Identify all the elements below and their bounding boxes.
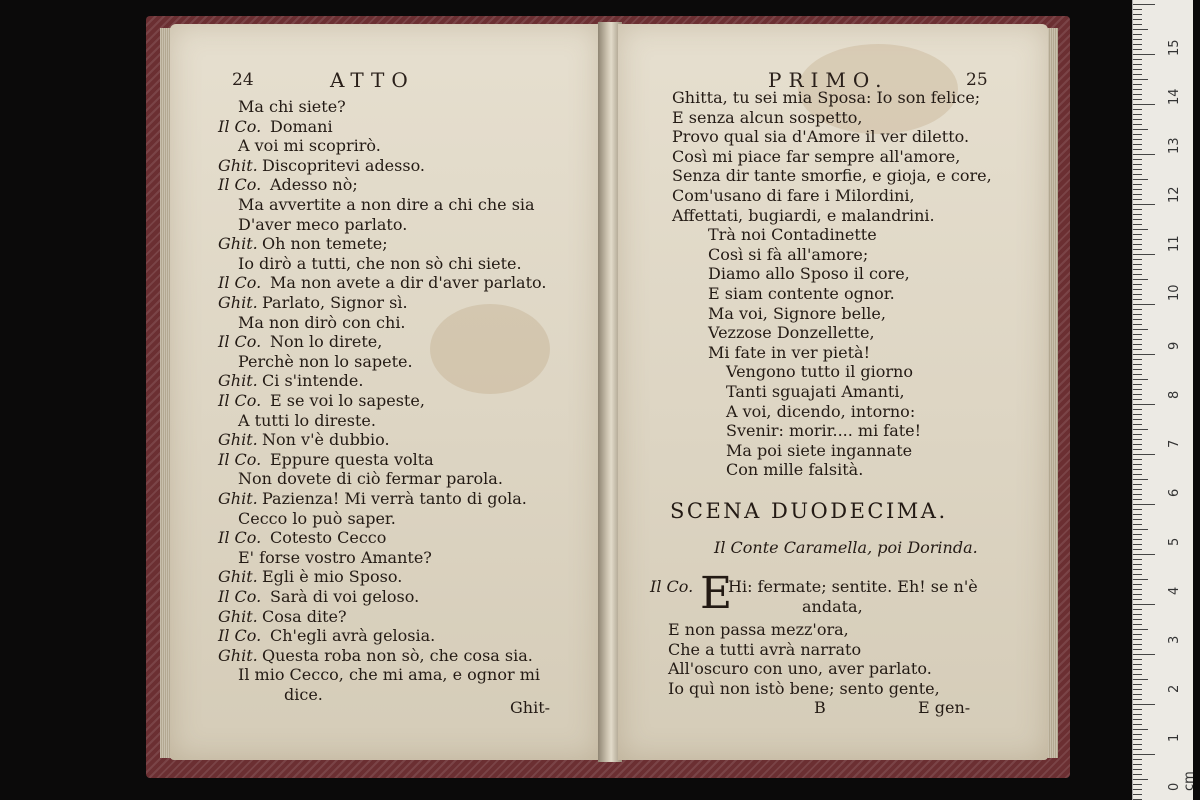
verse-line: E siam contente ognor. <box>708 284 895 303</box>
speaker-label: Ghit. <box>218 489 258 508</box>
dialogue-line: D'aver meco parlato. <box>238 214 408 234</box>
ruler-tick <box>1133 629 1148 630</box>
ruler-tick <box>1133 609 1142 610</box>
speech-line: All'oscuro con uno, aver parlato. <box>668 659 932 679</box>
ruler-tick <box>1133 334 1142 335</box>
ruler-tick <box>1133 449 1142 450</box>
ruler-tick <box>1133 4 1155 5</box>
verse-line: E senza alcun sospetto, <box>672 107 863 127</box>
ruler-tick <box>1133 714 1142 715</box>
ruler-tick <box>1133 669 1142 670</box>
dialogue-line: Questa roba non sò, che cosa sia. <box>262 645 533 665</box>
ruler-tick <box>1133 144 1142 145</box>
dialogue-line: Ma non dirò con chi. <box>238 312 406 332</box>
ruler-tick <box>1133 314 1142 315</box>
dialogue-line: Non lo direte, <box>270 332 383 352</box>
dialogue-line: Non v'è dubbio. <box>262 430 390 450</box>
speaker-label: Il Co. <box>218 587 262 606</box>
ruler-label: 8 <box>1167 390 1182 399</box>
ruler-tick <box>1133 279 1148 280</box>
ruler-tick <box>1133 559 1142 560</box>
ruler-tick <box>1133 94 1142 95</box>
ruler-tick <box>1133 654 1155 655</box>
ruler-tick <box>1133 364 1142 365</box>
dialogue-line: dice. <box>284 685 323 704</box>
dialogue-line: Pazienza! Mi verrà tanto di gola. <box>262 489 527 508</box>
verse-line: Vezzose Donzellette, <box>708 323 875 343</box>
catchword: Ghit- <box>510 698 551 717</box>
ruler-tick <box>1133 319 1142 320</box>
speaker-label: Ghit. <box>218 293 258 312</box>
ruler-tick <box>1133 709 1142 710</box>
dialogue-line: Egli è mio Sposo. <box>262 567 403 587</box>
dialogue-line: Non dovete di ciò fermar parola. <box>238 469 503 489</box>
dialogue-line: Ma non avete a dir d'aver parlato. <box>270 273 547 293</box>
ruler-tick <box>1133 234 1142 235</box>
ruler-tick <box>1133 244 1142 245</box>
dialogue-line: Ch'egli avrà gelosia. <box>270 626 436 646</box>
ruler-tick <box>1133 219 1142 220</box>
ruler-tick <box>1133 644 1142 645</box>
ruler-label: 2 <box>1167 684 1182 693</box>
paper-stain <box>430 304 550 394</box>
ruler-tick <box>1133 704 1155 705</box>
verse-line: Mi fate in ver pietà! <box>708 342 871 362</box>
ruler-tick <box>1133 184 1142 185</box>
speaker-label: Il Co. <box>218 528 262 548</box>
ruler-tick <box>1133 789 1142 790</box>
ruler-tick <box>1133 399 1142 400</box>
dialogue-line: A tutti lo direste. <box>238 410 376 430</box>
ruler-tick <box>1133 444 1142 445</box>
ruler-tick <box>1133 764 1142 765</box>
speaker-label: Ghit. <box>218 155 258 175</box>
ruler-tick <box>1133 429 1148 430</box>
ruler-label: 14 <box>1167 88 1182 105</box>
verse-line: Così mi piace far sempre all'amore, <box>672 146 961 166</box>
ruler-tick <box>1133 54 1155 55</box>
dialogue-line: Io dirò a tutti, che non sò chi siete. <box>238 253 522 273</box>
speech-line: E non passa mezz'ora, <box>668 620 849 639</box>
ruler-tick <box>1133 179 1148 180</box>
ruler-tick <box>1133 424 1142 425</box>
measuring-ruler <box>1132 0 1197 800</box>
speaker-label: Ghit. <box>218 567 258 587</box>
ruler-tick <box>1133 74 1142 75</box>
ruler-tick <box>1133 264 1142 265</box>
ruler-tick <box>1133 349 1142 350</box>
ruler-tick <box>1133 299 1142 300</box>
ruler-tick <box>1133 524 1142 525</box>
verse-line: Così si fà all'amore; <box>708 244 869 264</box>
ruler-tick <box>1133 379 1148 380</box>
ruler-tick <box>1133 684 1142 685</box>
ruler-tick <box>1133 489 1142 490</box>
ruler-tick <box>1133 544 1142 545</box>
ruler-label: 1 <box>1167 733 1182 742</box>
verse-line: Ma poi siete ingannate <box>726 440 913 460</box>
ruler-tick <box>1133 174 1142 175</box>
dialogue-line: Ma avvertite a non dire a chi che sia <box>238 195 535 214</box>
ruler-tick <box>1133 254 1155 255</box>
ruler-tick <box>1133 24 1142 25</box>
ruler-tick <box>1133 149 1142 150</box>
ruler-tick <box>1133 479 1148 480</box>
ruler-tick <box>1133 634 1142 635</box>
ruler-tick <box>1133 624 1142 625</box>
ruler-tick <box>1133 239 1142 240</box>
ruler-tick <box>1133 504 1155 505</box>
ruler-tick <box>1133 294 1142 295</box>
dialogue-line: A voi mi scoprirò. <box>238 136 381 156</box>
ruler-tick <box>1133 84 1142 85</box>
verse-line: Ghitta, tu sei mia Sposa: Io son felice; <box>672 88 981 107</box>
ruler-tick <box>1133 64 1142 65</box>
speaker-label: Ghit. <box>218 645 258 665</box>
speaker-label: Il Co. <box>218 116 262 136</box>
ruler-tick <box>1133 189 1142 190</box>
ruler-tick <box>1133 119 1142 120</box>
ruler-tick <box>1133 409 1142 410</box>
verse-line: Ma voi, Signore belle, <box>708 303 886 323</box>
speaker-label: Il Co. <box>218 449 262 469</box>
ruler-tick <box>1133 754 1155 755</box>
verse-line: Tanti sguajati Amanti, <box>726 382 905 401</box>
dialogue-line: Cosa dite? <box>262 606 347 626</box>
ruler-tick <box>1133 59 1142 60</box>
ruler-tick <box>1133 679 1148 680</box>
ruler-tick <box>1133 194 1142 195</box>
ruler-tick <box>1133 134 1142 135</box>
ruler-tick <box>1133 694 1142 695</box>
verse-line: Vengono tutto il giorno <box>726 362 913 382</box>
ruler-tick <box>1133 459 1142 460</box>
dialogue-line: Sarà di voi geloso. <box>270 587 420 606</box>
ruler-tick <box>1133 614 1142 615</box>
drop-cap: E <box>700 568 733 619</box>
ruler-tick <box>1133 434 1142 435</box>
ruler-label: 5 <box>1167 537 1182 546</box>
ruler-tick <box>1133 464 1142 465</box>
ruler-tick <box>1133 494 1142 495</box>
dialogue-line: Oh non temete; <box>262 234 388 254</box>
ruler-tick <box>1133 9 1142 10</box>
ruler-tick <box>1133 774 1142 775</box>
dialogue-line: Domani <box>270 116 333 136</box>
ruler-tick <box>1133 209 1142 210</box>
ruler-tick <box>1133 484 1142 485</box>
ruler-tick <box>1133 749 1142 750</box>
ruler-tick <box>1133 79 1148 80</box>
ruler-tick <box>1133 664 1142 665</box>
ruler-label: 6 <box>1167 488 1182 497</box>
ruler-tick <box>1133 744 1142 745</box>
ruler-tick <box>1133 389 1142 390</box>
ruler-tick <box>1133 404 1155 405</box>
ruler-tick <box>1133 454 1155 455</box>
ruler-tick <box>1133 304 1155 305</box>
ruler-label: 12 <box>1167 186 1182 203</box>
ruler-tick <box>1133 344 1142 345</box>
ruler-label: 9 <box>1167 341 1182 350</box>
ruler-tick <box>1133 274 1142 275</box>
ruler-label: 7 <box>1167 439 1182 448</box>
dialogue-line: Ci s'intende. <box>262 371 364 391</box>
ruler-tick <box>1133 159 1142 160</box>
ruler-tick <box>1133 784 1142 785</box>
dialogue-line: Perchè non lo sapete. <box>238 351 413 371</box>
catchword: E gen- <box>918 698 971 717</box>
ruler-tick <box>1133 69 1142 70</box>
speaker-label: Il Co. <box>650 577 694 596</box>
verse-line: Provo qual sia d'Amore il ver diletto. <box>672 127 970 147</box>
ruler-tick <box>1133 104 1155 105</box>
ruler-tick <box>1133 589 1142 590</box>
verse-line: Com'usano di fare i Milordini, <box>672 186 915 205</box>
speaker-label: Il Co. <box>218 175 262 195</box>
verse-line: Trà noi Contadinette <box>708 225 877 245</box>
speech-line: andata, <box>802 596 863 616</box>
ruler-tick <box>1133 44 1142 45</box>
ruler-tick <box>1133 554 1155 555</box>
ruler-tick <box>1133 359 1142 360</box>
verse-line: Con mille falsità. <box>726 460 864 480</box>
ruler-label: 11 <box>1167 235 1182 252</box>
ruler-tick <box>1133 369 1142 370</box>
ruler-tick <box>1133 514 1142 515</box>
ruler-tick <box>1133 204 1155 205</box>
scene-characters: Il Conte Caramella, poi Dorinda. <box>714 538 978 557</box>
dialogue-line: Il mio Cecco, che mi ama, e ognor mi <box>238 665 540 685</box>
ruler-label: 15 <box>1167 39 1182 56</box>
ruler-tick <box>1133 329 1148 330</box>
signature-mark: B <box>814 698 826 717</box>
ruler-tick <box>1133 169 1142 170</box>
ruler-tick <box>1133 414 1142 415</box>
dialogue-line: Parlato, Signor sì. <box>262 293 408 312</box>
verse-line: Affettati, bugiardi, e malandrini. <box>672 205 935 225</box>
ruler-tick <box>1133 89 1142 90</box>
ruler-tick <box>1133 124 1142 125</box>
speech-line: Hi: fermate; sentite. Eh! se n'è <box>728 577 978 596</box>
ruler-tick <box>1133 639 1142 640</box>
verse-line: Svenir: morir.... mi fate! <box>726 421 922 441</box>
ruler-tick <box>1133 39 1142 40</box>
speaker-label: Il Co. <box>218 626 262 646</box>
ruler-tick <box>1133 14 1142 15</box>
ruler-tick <box>1133 599 1142 600</box>
ruler-tick <box>1133 564 1142 565</box>
ruler-tick <box>1133 249 1142 250</box>
ruler-tick <box>1133 769 1142 770</box>
ruler-tick <box>1133 729 1148 730</box>
ruler-label: 13 <box>1167 137 1182 154</box>
ruler-tick <box>1133 724 1142 725</box>
running-head: ATTO <box>330 68 415 92</box>
scene-title: SCENA DUODECIMA. <box>670 499 948 523</box>
ruler-tick <box>1133 734 1142 735</box>
right-page <box>618 24 1048 760</box>
ruler-tick <box>1133 674 1142 675</box>
speaker-label: Ghit. <box>218 606 258 626</box>
ruler-tick <box>1133 419 1142 420</box>
speaker-label: Il Co. <box>218 273 262 293</box>
ruler-tick <box>1133 309 1142 310</box>
left-page <box>170 24 600 760</box>
ruler-tick <box>1133 289 1142 290</box>
page-number: 24 <box>232 70 254 90</box>
running-head: PRIMO. <box>768 68 889 92</box>
ruler-tick <box>1133 649 1142 650</box>
dialogue-line: Cotesto Cecco <box>270 528 387 548</box>
ruler-tick <box>1133 619 1142 620</box>
ruler-label: 0 cm <box>1167 771 1197 791</box>
ruler-tick <box>1133 509 1142 510</box>
ruler-label: 4 <box>1167 586 1182 595</box>
dialogue-line: Discopritevi adesso. <box>262 155 426 175</box>
verse-line: A voi, dicendo, intorno: <box>726 401 916 421</box>
ruler-tick <box>1133 354 1155 355</box>
ruler-tick <box>1133 699 1142 700</box>
ruler-tick <box>1133 114 1142 115</box>
ruler-tick <box>1133 269 1142 270</box>
speaker-label: Il Co. <box>218 391 262 410</box>
verse-line: Senza dir tante smorfie, e gioja, e core, <box>672 166 992 186</box>
ruler-tick <box>1133 469 1142 470</box>
ruler-tick <box>1133 394 1142 395</box>
page-number: 25 <box>966 70 988 90</box>
ruler-tick <box>1133 539 1142 540</box>
ruler-tick <box>1133 214 1142 215</box>
ruler-tick <box>1133 29 1148 30</box>
ruler-label: 10 <box>1167 284 1182 301</box>
ruler-tick <box>1133 574 1142 575</box>
ruler-tick <box>1133 199 1142 200</box>
dialogue-line: Adesso nò; <box>270 175 358 195</box>
ruler-tick <box>1133 794 1142 795</box>
dialogue-line: Eppure questa volta <box>270 449 434 469</box>
dialogue-line: Ma chi siete? <box>238 97 346 116</box>
ruler-tick <box>1133 19 1142 20</box>
ruler-tick <box>1133 284 1142 285</box>
ruler-tick <box>1133 34 1142 35</box>
speaker-label: Ghit. <box>218 371 258 391</box>
ruler-tick <box>1133 759 1142 760</box>
ruler-tick <box>1133 224 1142 225</box>
ruler-tick <box>1133 529 1148 530</box>
ruler-tick <box>1133 659 1142 660</box>
ruler-tick <box>1133 689 1142 690</box>
ruler-tick <box>1133 499 1142 500</box>
speaker-label: Il Co. <box>218 332 262 352</box>
ruler-tick <box>1133 109 1142 110</box>
ruler-tick <box>1133 719 1142 720</box>
ruler-tick <box>1133 129 1148 130</box>
ruler-tick <box>1133 139 1142 140</box>
ruler-tick <box>1133 99 1142 100</box>
verse-line: Diamo allo Sposo il core, <box>708 264 910 284</box>
speech-line: Che a tutti avrà narrato <box>668 639 862 659</box>
ruler-tick <box>1133 374 1142 375</box>
ruler-tick <box>1133 154 1155 155</box>
ruler-tick <box>1133 594 1142 595</box>
ruler-tick <box>1133 534 1142 535</box>
ruler-tick <box>1133 579 1148 580</box>
ruler-tick <box>1133 339 1142 340</box>
ruler-tick <box>1133 584 1142 585</box>
ruler-tick <box>1133 324 1142 325</box>
ruler-tick <box>1133 549 1142 550</box>
ruler-tick <box>1133 604 1155 605</box>
speaker-label: Ghit. <box>218 234 258 254</box>
ruler-tick <box>1133 779 1148 780</box>
ruler-tick <box>1133 164 1142 165</box>
ruler-label: 3 <box>1167 635 1182 644</box>
ruler-tick <box>1133 49 1142 50</box>
ruler-tick <box>1133 439 1142 440</box>
ruler-tick <box>1133 474 1142 475</box>
speaker-label: Ghit. <box>218 430 258 450</box>
speech-line: Io quì non istò bene; sento gente, <box>668 678 940 698</box>
dialogue-line: E' forse vostro Amante? <box>238 547 432 567</box>
dialogue-line: E se voi lo sapeste, <box>270 391 425 410</box>
ruler-tick <box>1133 569 1142 570</box>
ruler-tick <box>1133 259 1142 260</box>
ruler-tick <box>1133 229 1148 230</box>
dialogue-line: Cecco lo può saper. <box>238 508 396 528</box>
ruler-tick <box>1133 384 1142 385</box>
ruler-tick <box>1133 739 1142 740</box>
ruler-tick <box>1133 519 1142 520</box>
